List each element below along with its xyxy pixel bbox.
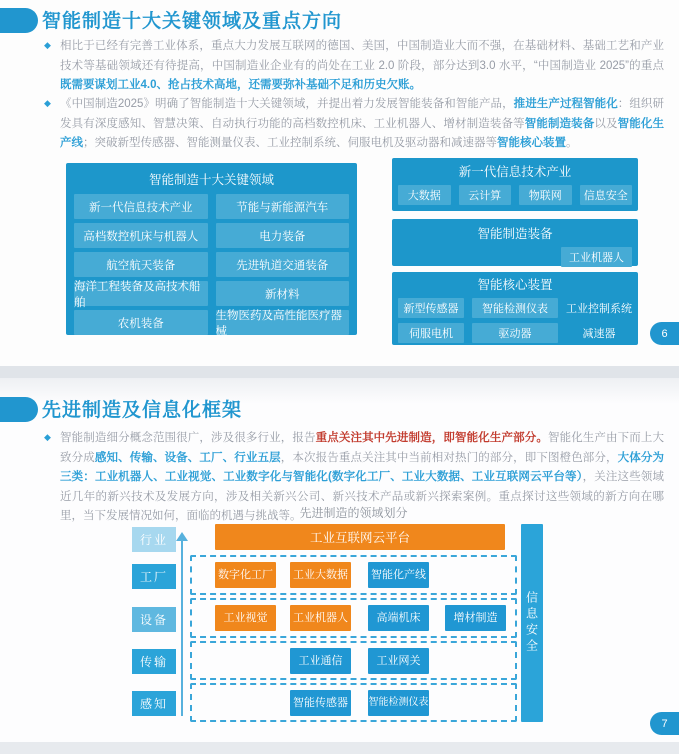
- text-segment-gray: 以及: [594, 117, 618, 130]
- text-segment-blue: 智能核心装置: [497, 137, 566, 149]
- key-area-box: 新一代信息技术产业: [74, 194, 208, 219]
- diagram-box: 工业机器人: [290, 605, 351, 631]
- slide-divider: [0, 366, 679, 378]
- panel-title: 智能制造装备: [477, 227, 553, 241]
- title-accent-shape: [0, 397, 38, 422]
- key-area-box: 航空航天装备: [74, 252, 208, 277]
- text-segment-red: 重点关注其中先进制造，即智能化生产部分。: [315, 432, 548, 444]
- sub-item-box: 伺服电机: [398, 323, 464, 343]
- sub-item-box: 驱动器: [472, 323, 558, 343]
- diagram-box: 高端机床: [368, 605, 429, 631]
- key-area-box: 高档数控机床与机器人: [74, 223, 208, 248]
- key-area-box: 节能与新能源汽车: [216, 194, 350, 219]
- sub-item-box: 物联网: [519, 185, 572, 205]
- sub-item-label: 工业控制系统: [566, 303, 632, 315]
- bullet-paragraph: [60, 95, 664, 154]
- text-segment-gray: 智能制造细分概念范围很广，涉及很多行业，报告: [60, 432, 316, 444]
- diagram-box: 工业大数据: [290, 562, 351, 588]
- panel-title: 新一代信息技术产业: [458, 165, 572, 179]
- sub-item-box: 云计算: [459, 185, 512, 205]
- title-accent-shape: [0, 8, 38, 33]
- slide-6: [0, 0, 679, 366]
- key-area-box: 农机装备: [74, 310, 208, 335]
- slide-7: [0, 378, 679, 742]
- text-segment-blue: 大体分为三类：工业机器人、工业视觉、工业数字化与智能化(数字化工厂、工业大数据、工业互联网云平台等）: [60, 451, 665, 483]
- text-segment-gray: 。: [566, 137, 578, 149]
- text-segment-gray: 相比于已经有完善工业体系，重点大力发展互联网的德国、美国，中国制造业大而不强，在基础材料、基础工艺和产业技术等基础领域还有待提高，中国制造业企业有的尚处在工业 2.0 阶段，部分达到3.0 水平，“中国制造业 2025”的重点: [60, 40, 664, 72]
- slide2-title: 先进制造及信息化框架: [42, 400, 243, 421]
- layer-label-1: 行业: [132, 527, 176, 552]
- page-number-tab: 7: [650, 712, 679, 735]
- layer-label-2: 工厂: [132, 564, 176, 589]
- diagram-box: 工业通信: [290, 648, 351, 674]
- key-area-box: 生物医药及高性能医疗器械: [216, 310, 350, 335]
- text-segment-gray: ：组织研发具有深度感知、智慧决策、自动执行功能的高档数控机床、工业机器人、增材制造装备等: [60, 98, 665, 130]
- layer-label-4: 传输: [132, 649, 176, 674]
- diamond-bullet-icon: ◆: [44, 432, 51, 442]
- industrial-internet-cloud-bar: 工业互联网云平台: [215, 524, 505, 550]
- ten-key-areas-panel: [66, 163, 357, 338]
- chip-row: [392, 242, 638, 267]
- key-area-box: 电力装备: [216, 223, 350, 248]
- sub-item-label: 减速器: [582, 328, 616, 340]
- panel-title: 智能制造十大关键领域: [148, 173, 274, 187]
- diagram-row-工厂: [190, 555, 517, 595]
- bullet-paragraph: [60, 37, 664, 96]
- information-security-bar: 信息安全: [521, 524, 543, 722]
- text-segment-blue: 智能制造装备: [524, 117, 595, 130]
- page-number-tab: 6: [650, 322, 679, 345]
- diagram-box: 智能传感器: [290, 690, 351, 716]
- text-segment-blue: 智能化生产线: [60, 117, 665, 149]
- text-segment-blue: 既需要谋划工业4.0、抢占技术高地，还需要弥补基础不足和历史欠账。: [60, 79, 421, 91]
- layer-label-5: 感知: [132, 691, 176, 716]
- core-device-row: [392, 293, 638, 318]
- text-segment-blue: 推进生产过程智能化: [513, 98, 618, 110]
- panel-title: 智能核心装置: [477, 278, 553, 292]
- text-segment-gray: ，关注这些领域近几年的新兴技术及发展方向，涉及相关新兴公司、新兴技术产品或新兴探索案例。重点探讨这些领域的新方向在哪里，当下发展情况如何，面临的机遇与挑战等。: [60, 471, 665, 522]
- diamond-bullet-icon: ◆: [44, 98, 51, 108]
- text-segment-gray: 智能化生产由下而上大致分成: [60, 432, 665, 464]
- diagram-box: 智能化产线: [368, 562, 429, 588]
- chip-row: [392, 180, 638, 205]
- diagram-row-感知: [190, 683, 517, 722]
- diagram-box: 工业视觉: [215, 605, 276, 631]
- diagram-row-设备: [190, 598, 517, 638]
- text-segment-blue: 感知、传输、设备、工厂、行业五层: [94, 451, 281, 464]
- text-segment-gray: ，本次报告重点关注其中当前相对热门的部分，即下图橙色部分，: [280, 451, 618, 464]
- core-devices-rows: [392, 293, 638, 343]
- diagram-box: 数字化工厂: [215, 562, 276, 588]
- sub-item-box: 大数据: [398, 185, 451, 205]
- slide1-title: 智能制造十大关键领域及重点方向: [42, 11, 343, 32]
- core-devices-panel: [392, 272, 638, 345]
- sub-item-box: 新型传感器: [398, 298, 464, 318]
- diagram-box: 智能检测仪表: [368, 690, 429, 716]
- text-segment-gray: 《中国制造2025》明确了智能制造十大关键领域，并提出着力发展智能装备和智能产品，: [60, 98, 514, 110]
- bullet-item: [44, 37, 664, 96]
- diagram-box: 增材制造: [445, 605, 506, 631]
- sub-item-box: 智能检测仪表: [472, 298, 558, 318]
- bullet-item: [44, 95, 664, 154]
- up-arrow-line: [181, 540, 183, 716]
- diagram-row-传输: [190, 641, 517, 680]
- sub-item-box: 工业机器人: [561, 247, 632, 267]
- diagram-box: 工业网关: [368, 648, 429, 674]
- diamond-bullet-icon: ◆: [44, 40, 51, 50]
- smart-equipment-panel: [392, 219, 638, 266]
- key-area-box: 海洋工程装备及高技术船舶: [74, 281, 208, 306]
- ten-key-areas-grid: [66, 188, 357, 338]
- diagram-caption: 先进制造的领域划分: [299, 506, 408, 520]
- sub-item-box: 信息安全: [580, 185, 633, 205]
- info-tech-panel: [392, 158, 638, 211]
- core-device-row: [392, 318, 638, 343]
- text-segment-gray: ；突破新型传感器、智能测量仪表、工业控制系统、伺服电机及驱动器和减速器等: [83, 137, 497, 149]
- key-area-box: 新材料: [216, 281, 350, 306]
- key-area-box: 先进轨道交通装备: [216, 252, 350, 277]
- layer-label-3: 设备: [132, 607, 176, 632]
